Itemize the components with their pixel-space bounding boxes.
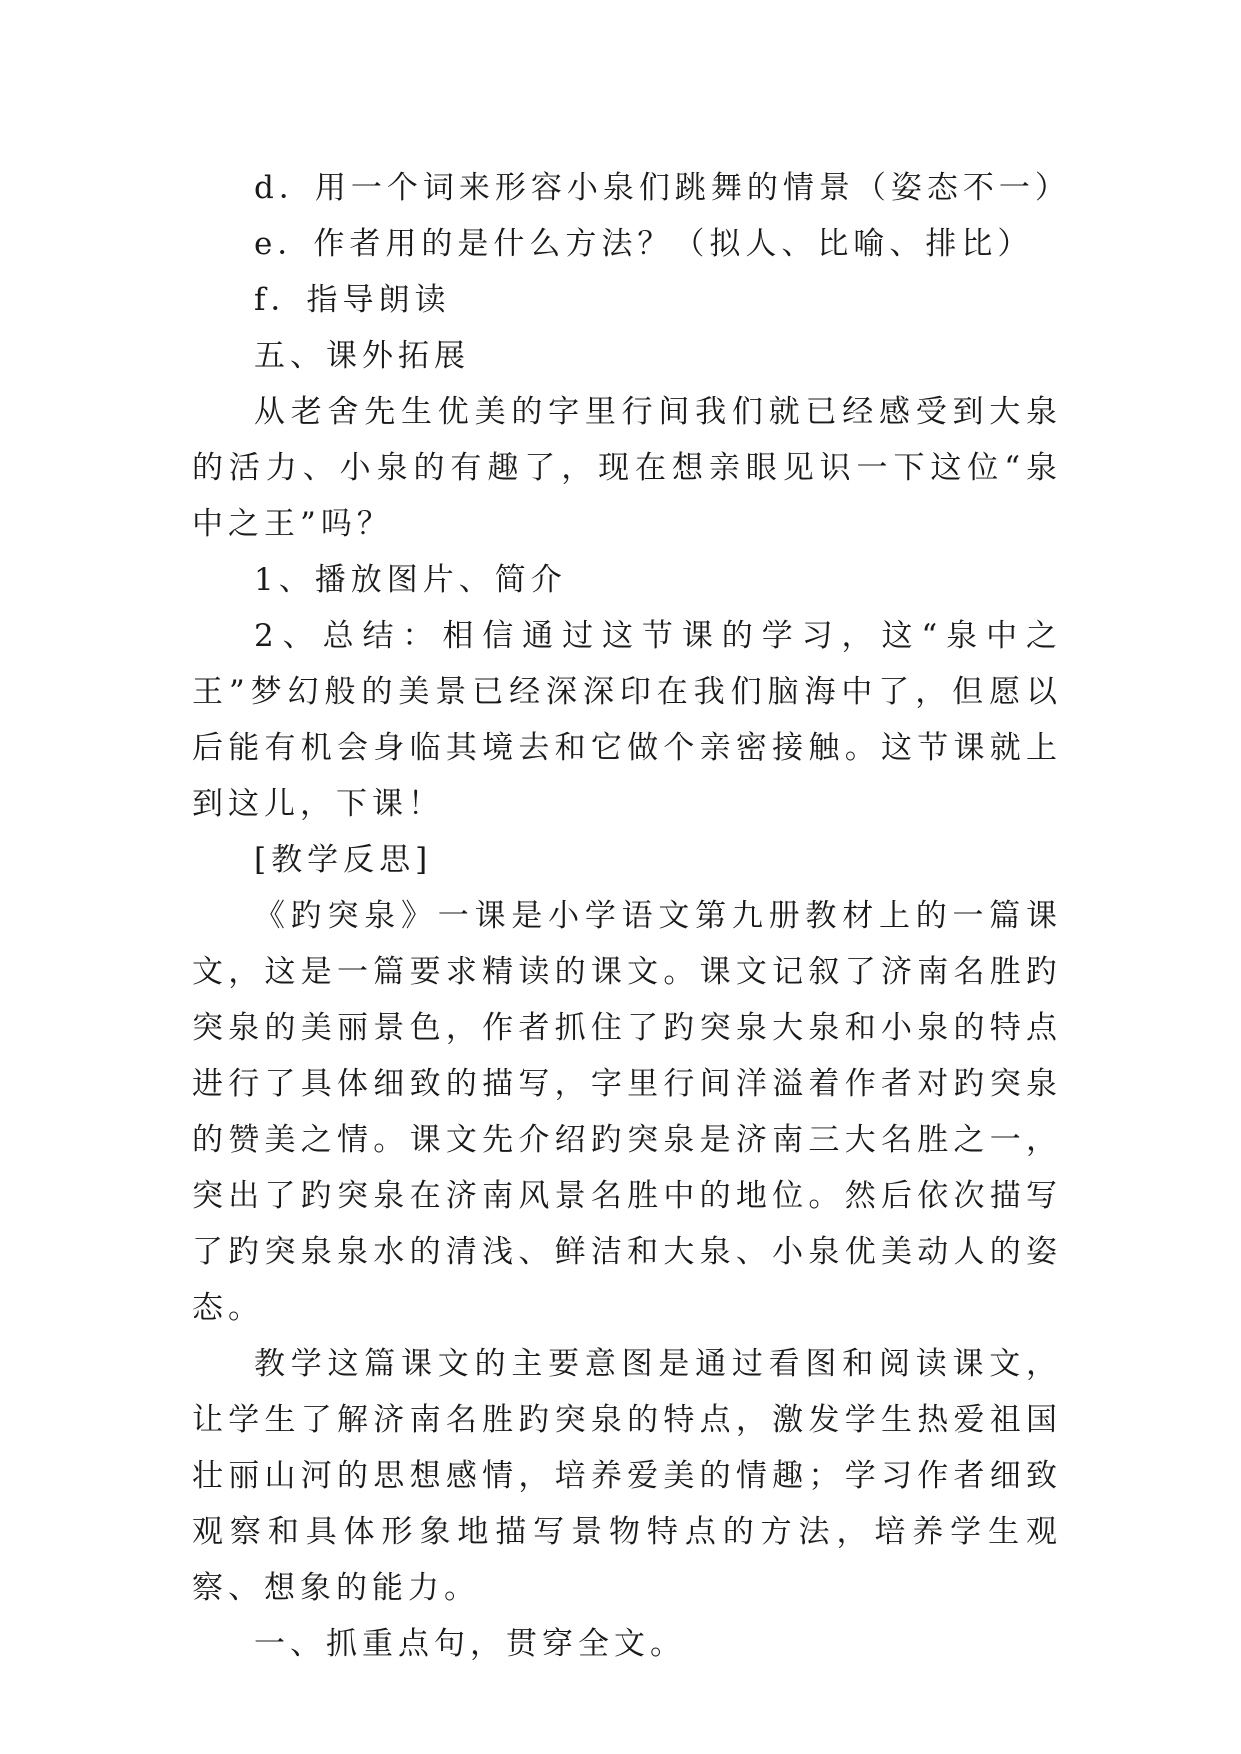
paragraph-question-e: e．作者用的是什么方法？（拟人、比喻、排比） xyxy=(254,226,1034,262)
section-heading-extension: 五、课外拓展 xyxy=(254,338,470,374)
paragraph-step-2: 2、总结：相信通过这节课的学习，这“泉中之王”梦幻般的美景已经深深印在我们脑海中了，但愿以后能有机会身临其境去和它做个亲密接触。这节课就上到这儿，下课！ xyxy=(192,618,1062,822)
paragraph-reflection-2: 教学这篇课文的主要意图是通过看图和阅读课文，让学生了解济南名胜趵突泉的特点，激发学生热爱祖国壮丽山河的思想感情，培养爱美的情趣；学习作者细致观察和具体形象地描写景物特点的方法，培养学生观察、想象的能力。 xyxy=(192,1346,1062,1606)
paragraph-reflection-1: 《趵突泉》一课是小学语文第九册教材上的一篇课文，这是一篇要求精读的课文。课文记叙了济南名胜趵突泉的美丽景色，作者抓住了趵突泉大泉和小泉的特点进行了具体细致的描写，字里行间洋溢着作者对趵突泉的赞美之情。课文先介绍趵突泉是济南三大名胜之一，突出了趵突泉在济南风景名胜中的地位。然后依次描写了趵突泉泉水的清浅、鲜洁和大泉、小泉优美动人的姿态。 xyxy=(192,898,1062,1326)
paragraph-question-d: d．用一个词来形容小泉们跳舞的情景（姿态不一） xyxy=(254,170,1071,206)
paragraph-step-1: 1、播放图片、简介 xyxy=(254,562,567,598)
paragraph-extension-intro: 从老舍先生优美的字里行间我们就已经感受到大泉的活力、小泉的有趣了，现在想亲眼见识一下这位“泉中之王”吗？ xyxy=(192,394,1062,542)
paragraph-point-1: 一、抓重点句，贯穿全文。 xyxy=(254,1626,686,1662)
paragraph-question-f: f．指导朗读 xyxy=(254,282,451,318)
document-body xyxy=(192,160,1071,1672)
section-heading-reflection: [教学反思] xyxy=(254,842,433,878)
